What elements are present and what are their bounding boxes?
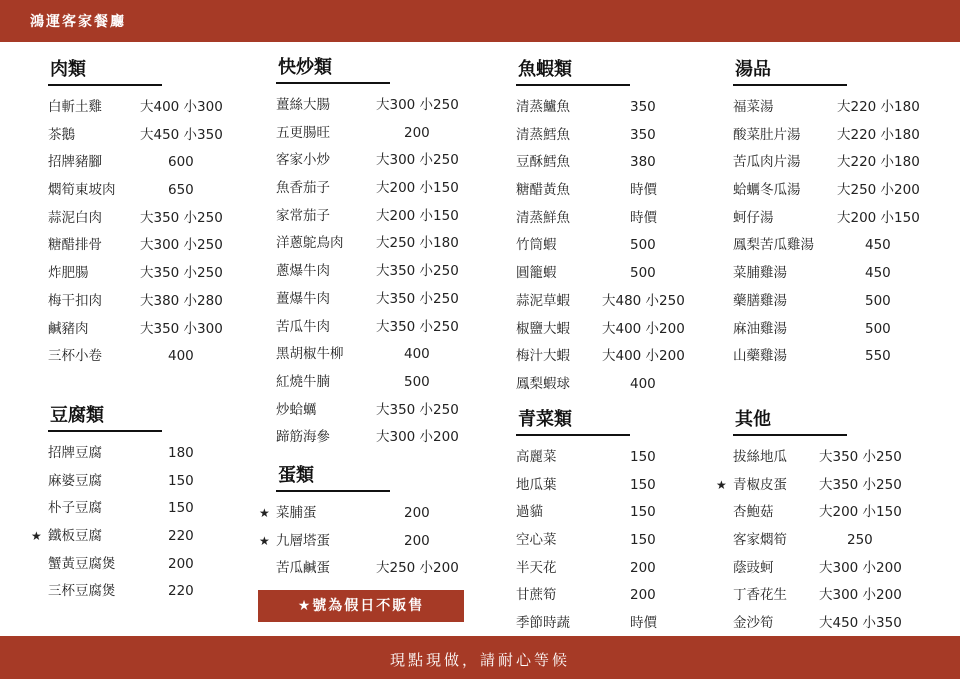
menu-item-price: 150 — [630, 532, 656, 549]
menu-item-name: 季節時蔬 — [516, 615, 570, 632]
menu-item-name: 麻油雞湯 — [733, 320, 787, 337]
menu-item-name: 高麗菜 — [516, 449, 557, 465]
menu-item — [31, 523, 228, 551]
menu-item-price: 550 — [865, 348, 891, 365]
menu-item — [516, 371, 716, 399]
menu-item — [276, 230, 476, 258]
section-meat — [48, 58, 228, 371]
section-divider — [48, 84, 162, 86]
holiday-star-icon: ★ — [259, 506, 270, 520]
menu-item — [259, 500, 476, 528]
section-egg — [259, 464, 476, 583]
menu-item-price: 大380 小280 — [140, 292, 223, 309]
menu-item-price: 大200 小150 — [819, 504, 902, 521]
menu-item-price: 大350 小300 — [140, 320, 223, 337]
menu-item-name: 半天花 — [516, 559, 557, 576]
menu-item-name: 鳳梨苦瓜雞湯 — [733, 237, 814, 254]
menu-item — [516, 205, 716, 233]
menu-item — [48, 205, 228, 233]
menu-item-name: 杏鮑菇 — [733, 504, 774, 521]
menu-item-name: 鐵板豆腐 — [48, 528, 102, 545]
menu-item — [48, 260, 228, 288]
menu-item-name: 九層塔蛋 — [276, 532, 330, 549]
menu-item — [48, 288, 228, 316]
menu-item-price: 大200 小150 — [376, 180, 459, 197]
menu-item — [48, 578, 228, 606]
menu-item — [733, 232, 933, 260]
menu-item — [516, 610, 716, 638]
holiday-notice: ★號為假日不販售 — [258, 590, 464, 622]
menu-item-price: 大350 小250 — [376, 290, 459, 307]
menu-item-price: 大200 小150 — [837, 209, 920, 226]
menu-item-name: 五更腸旺 — [276, 124, 330, 141]
menu-item-price: 150 — [168, 472, 194, 489]
menu-item-price: 大350 小250 — [819, 449, 902, 465]
menu-item-price: 大300 小250 — [376, 97, 459, 113]
section-title: 青菜類 — [518, 409, 572, 430]
menu-item-name: 蟹黃豆腐煲 — [48, 555, 116, 572]
menu-item-price: 450 — [865, 265, 891, 282]
menu-item-price: 大300 小250 — [376, 152, 459, 169]
menu-item-name: 酸菜肚片湯 — [733, 126, 801, 143]
section-divider — [733, 434, 847, 436]
menu-item — [48, 495, 228, 523]
menu-item-name: 薑絲大腸 — [276, 97, 330, 113]
menu-item-price: 200 — [404, 124, 430, 141]
menu-item — [733, 610, 933, 638]
menu-item-price: 時價 — [630, 209, 657, 226]
menu-item-price: 大400 小200 — [602, 320, 685, 337]
menu-item-name: 三杯豆腐煲 — [48, 583, 116, 600]
menu-item — [276, 397, 476, 425]
menu-item-name: 蒜泥白肉 — [48, 209, 102, 226]
menu-item-name: 蛤蠣冬瓜湯 — [733, 182, 801, 199]
menu-item — [733, 149, 933, 177]
menu-item-name: 地瓜葉 — [516, 476, 557, 493]
menu-item-name: 藥膳雞湯 — [733, 292, 787, 309]
menu-item — [516, 343, 716, 371]
menu-item-price: 大400 小300 — [140, 99, 223, 115]
section-other — [716, 408, 933, 638]
menu-item-price: 大220 小180 — [837, 154, 920, 171]
menu-item — [516, 288, 716, 316]
menu-item-price: 150 — [630, 449, 656, 465]
menu-item-name: 客家小炒 — [276, 152, 330, 169]
menu-item — [48, 149, 228, 177]
menu-item — [48, 468, 228, 496]
menu-item — [276, 369, 476, 397]
menu-item-name: 苦瓜肉片湯 — [733, 154, 801, 171]
menu-item — [733, 499, 933, 527]
menu-item — [733, 444, 933, 472]
menu-item — [516, 122, 716, 150]
menu-item-price: 大350 小250 — [376, 318, 459, 335]
menu-item-price: 200 — [630, 587, 656, 604]
menu-item-price: 大350 小250 — [376, 263, 459, 280]
menu-item — [48, 177, 228, 205]
menu-item — [733, 94, 933, 122]
menu-item-name: 空心菜 — [516, 532, 557, 549]
menu-item-name: 丁香花生 — [733, 587, 787, 604]
menu-item-name: 客家燜筍 — [733, 532, 787, 549]
section-divider — [48, 430, 162, 432]
menu-item-name: 茶鵝 — [48, 126, 75, 143]
menu-item-price: 150 — [630, 476, 656, 493]
section-divider — [276, 82, 390, 84]
menu-item-price: 450 — [865, 237, 891, 254]
menu-item-price: 大350 小250 — [140, 209, 223, 226]
menu-item — [48, 232, 228, 260]
menu-item-price: 200 — [168, 555, 194, 572]
menu-item-price: 大300 小200 — [376, 429, 459, 446]
menu-item-name: 蒜泥草蝦 — [516, 292, 570, 309]
menu-item-price: 大200 小150 — [376, 207, 459, 224]
menu-item — [48, 316, 228, 344]
menu-item — [733, 260, 933, 288]
menu-item-name: 魚香茄子 — [276, 180, 330, 197]
menu-item — [276, 258, 476, 286]
footer-bar — [0, 636, 960, 679]
menu-item-price: 大300 小200 — [819, 559, 902, 576]
section-title: 快炒類 — [278, 57, 332, 78]
menu-item-name: 椒鹽大蝦 — [516, 320, 570, 337]
menu-item-name: 金沙筍 — [733, 615, 774, 632]
menu-item-name: 紅燒牛腩 — [276, 373, 330, 390]
menu-item-price: 500 — [865, 320, 891, 337]
section-stirfry — [276, 56, 476, 452]
restaurant-name: 鴻運客家餐廳 — [30, 14, 126, 30]
menu-item — [516, 555, 716, 583]
menu-item-name: 青椒皮蛋 — [733, 476, 787, 493]
menu-item-name: 朴子豆腐 — [48, 500, 102, 517]
menu-item-name: 燜筍東坡肉 — [48, 182, 116, 199]
holiday-star-icon: ★ — [259, 533, 270, 548]
menu-item-price: 大350 小250 — [140, 265, 223, 282]
menu-item-price: 500 — [404, 373, 430, 390]
menu-item-name: 清蒸鮮魚 — [516, 209, 570, 226]
menu-item — [516, 444, 716, 472]
menu-item — [48, 94, 228, 122]
menu-item-name: 炒蛤蠣 — [276, 401, 317, 418]
menu-item — [716, 472, 933, 500]
menu-item — [276, 341, 476, 369]
menu-item-price: 大450 小350 — [140, 126, 223, 143]
menu-item-name: 蚵仔湯 — [733, 209, 774, 226]
menu-item — [48, 551, 228, 579]
menu-item — [733, 122, 933, 150]
menu-item-name: 蔭豉蚵 — [733, 559, 774, 576]
menu-item-price: 大220 小180 — [837, 126, 920, 143]
menu-item-name: 清蒸鱈魚 — [516, 126, 570, 143]
menu-item-price: 220 — [168, 528, 194, 545]
menu-item — [733, 316, 933, 344]
section-veg — [516, 408, 716, 638]
section-title: 肉類 — [50, 59, 86, 80]
menu-item — [48, 122, 228, 150]
menu-item-price: 大400 小200 — [602, 348, 685, 365]
menu-item-price: 400 — [168, 348, 194, 365]
menu-item — [276, 175, 476, 203]
menu-item-price: 時價 — [630, 182, 657, 199]
menu-item-price: 大300 小250 — [140, 237, 223, 254]
holiday-star-icon: ★ — [716, 477, 727, 492]
menu-item-name: 甘蔗筍 — [516, 587, 557, 604]
menu-item-price: 大250 小200 — [376, 560, 459, 577]
menu-item-price: 250 — [847, 532, 873, 549]
menu-item-name: 黑胡椒牛柳 — [276, 346, 344, 363]
menu-item-name: 炸肥腸 — [48, 265, 89, 282]
menu-item-price: 600 — [168, 154, 194, 171]
menu-item-price: 大220 小180 — [837, 99, 920, 115]
menu-item — [733, 177, 933, 205]
menu-item-price: 大250 小180 — [376, 235, 459, 252]
menu-item — [276, 203, 476, 231]
menu-item — [733, 205, 933, 233]
menu-item-name: 過貓 — [516, 504, 543, 521]
menu-item-price: 150 — [168, 500, 194, 517]
menu-item-price: 大300 小200 — [819, 587, 902, 604]
section-seafood — [516, 58, 716, 399]
menu-item — [259, 528, 476, 556]
header-bar — [0, 0, 960, 42]
menu-item — [733, 527, 933, 555]
menu-item-name: 招牌豆腐 — [48, 445, 102, 461]
menu-item-price: 200 — [404, 532, 430, 549]
menu-item — [516, 527, 716, 555]
section-divider — [733, 84, 847, 86]
menu-item-name: 拔絲地瓜 — [733, 449, 787, 465]
menu-item-name: 麻婆豆腐 — [48, 472, 102, 489]
footer-message: 現點現做，請耐心等候 — [389, 651, 570, 669]
menu-item-name: 蔥爆牛肉 — [276, 263, 330, 280]
section-title: 湯品 — [735, 59, 771, 80]
menu-item-price: 500 — [630, 237, 656, 254]
menu-item-name: 糖醋黃魚 — [516, 182, 570, 199]
menu-item-price: 大250 小200 — [837, 182, 920, 199]
menu-item-name: 薑爆牛肉 — [276, 290, 330, 307]
menu-item-price: 180 — [168, 445, 194, 461]
section-divider — [276, 490, 390, 492]
menu-item — [276, 424, 476, 452]
menu-item-price: 220 — [168, 583, 194, 600]
menu-item-name: 竹筒蝦 — [516, 237, 557, 254]
menu-item — [516, 582, 716, 610]
section-tofu — [31, 404, 228, 606]
menu-item — [276, 286, 476, 314]
menu-item — [276, 147, 476, 175]
section-divider — [516, 434, 630, 436]
menu-item — [276, 92, 476, 120]
menu-item-name: 豆酥鱈魚 — [516, 154, 570, 171]
menu-item-price: 500 — [630, 265, 656, 282]
menu-item-price: 350 — [630, 126, 656, 143]
menu-item — [516, 316, 716, 344]
menu-item-name: 山藥雞湯 — [733, 348, 787, 365]
menu-item — [48, 440, 228, 468]
menu-item — [516, 232, 716, 260]
section-title: 豆腐類 — [50, 405, 104, 426]
menu-item-name: 糖醋排骨 — [48, 237, 102, 254]
menu-item-price: 350 — [630, 99, 656, 115]
menu-item-name: 菜脯雞湯 — [733, 265, 787, 282]
menu-item-name: 招牌豬腳 — [48, 154, 102, 171]
menu-item — [516, 149, 716, 177]
menu-item — [733, 288, 933, 316]
menu-item-name: 洋蔥鴕鳥肉 — [276, 235, 344, 252]
menu-item-name: 鳳梨蝦球 — [516, 375, 570, 392]
menu-item-price: 380 — [630, 154, 656, 171]
menu-item-price: 150 — [630, 504, 656, 521]
menu-item-name: 梅干扣肉 — [48, 292, 102, 309]
menu-item-name: 白斬土雞 — [48, 99, 102, 115]
menu-item-name: 鹹豬肉 — [48, 320, 89, 337]
menu-item — [276, 314, 476, 342]
menu-item — [733, 555, 933, 583]
menu-item-name: 菜脯蛋 — [276, 505, 317, 521]
menu-item — [516, 499, 716, 527]
menu-item-name: 三杯小卷 — [48, 348, 102, 365]
menu-item-price: 500 — [865, 292, 891, 309]
menu-item — [516, 94, 716, 122]
menu-item — [48, 343, 228, 371]
section-title: 魚蝦類 — [518, 59, 572, 80]
menu-item — [516, 177, 716, 205]
menu-item-price: 400 — [630, 375, 656, 392]
menu-item-price: 大350 小250 — [819, 476, 902, 493]
section-divider — [516, 84, 630, 86]
menu-item — [276, 555, 476, 583]
menu-item-name: 家常茄子 — [276, 207, 330, 224]
menu-item-price: 200 — [630, 559, 656, 576]
section-soup — [733, 58, 933, 371]
menu-item-price: 大450 小350 — [819, 615, 902, 632]
menu-item-price: 400 — [404, 346, 430, 363]
menu-item-price: 大350 小250 — [376, 401, 459, 418]
menu-item — [516, 472, 716, 500]
menu-item-price: 時價 — [630, 615, 657, 632]
menu-item-name: 圓籠蝦 — [516, 265, 557, 282]
menu-item-price: 650 — [168, 182, 194, 199]
section-title: 蛋類 — [278, 465, 314, 486]
menu-item-price: 大480 小250 — [602, 292, 685, 309]
menu-item-name: 福菜湯 — [733, 99, 774, 115]
menu-item — [733, 582, 933, 610]
menu-item-name: 蹄筋海參 — [276, 429, 330, 446]
menu-item-price: 200 — [404, 505, 430, 521]
menu-item — [516, 260, 716, 288]
section-title: 其他 — [735, 409, 771, 430]
menu-item-name: 梅汁大蝦 — [516, 348, 570, 365]
menu-item-name: 苦瓜鹹蛋 — [276, 560, 330, 577]
menu-item — [733, 343, 933, 371]
menu-item-name: 清蒸鱸魚 — [516, 99, 570, 115]
menu-item-name: 苦瓜牛肉 — [276, 318, 330, 335]
menu-item — [276, 120, 476, 148]
holiday-star-icon: ★ — [31, 529, 42, 544]
